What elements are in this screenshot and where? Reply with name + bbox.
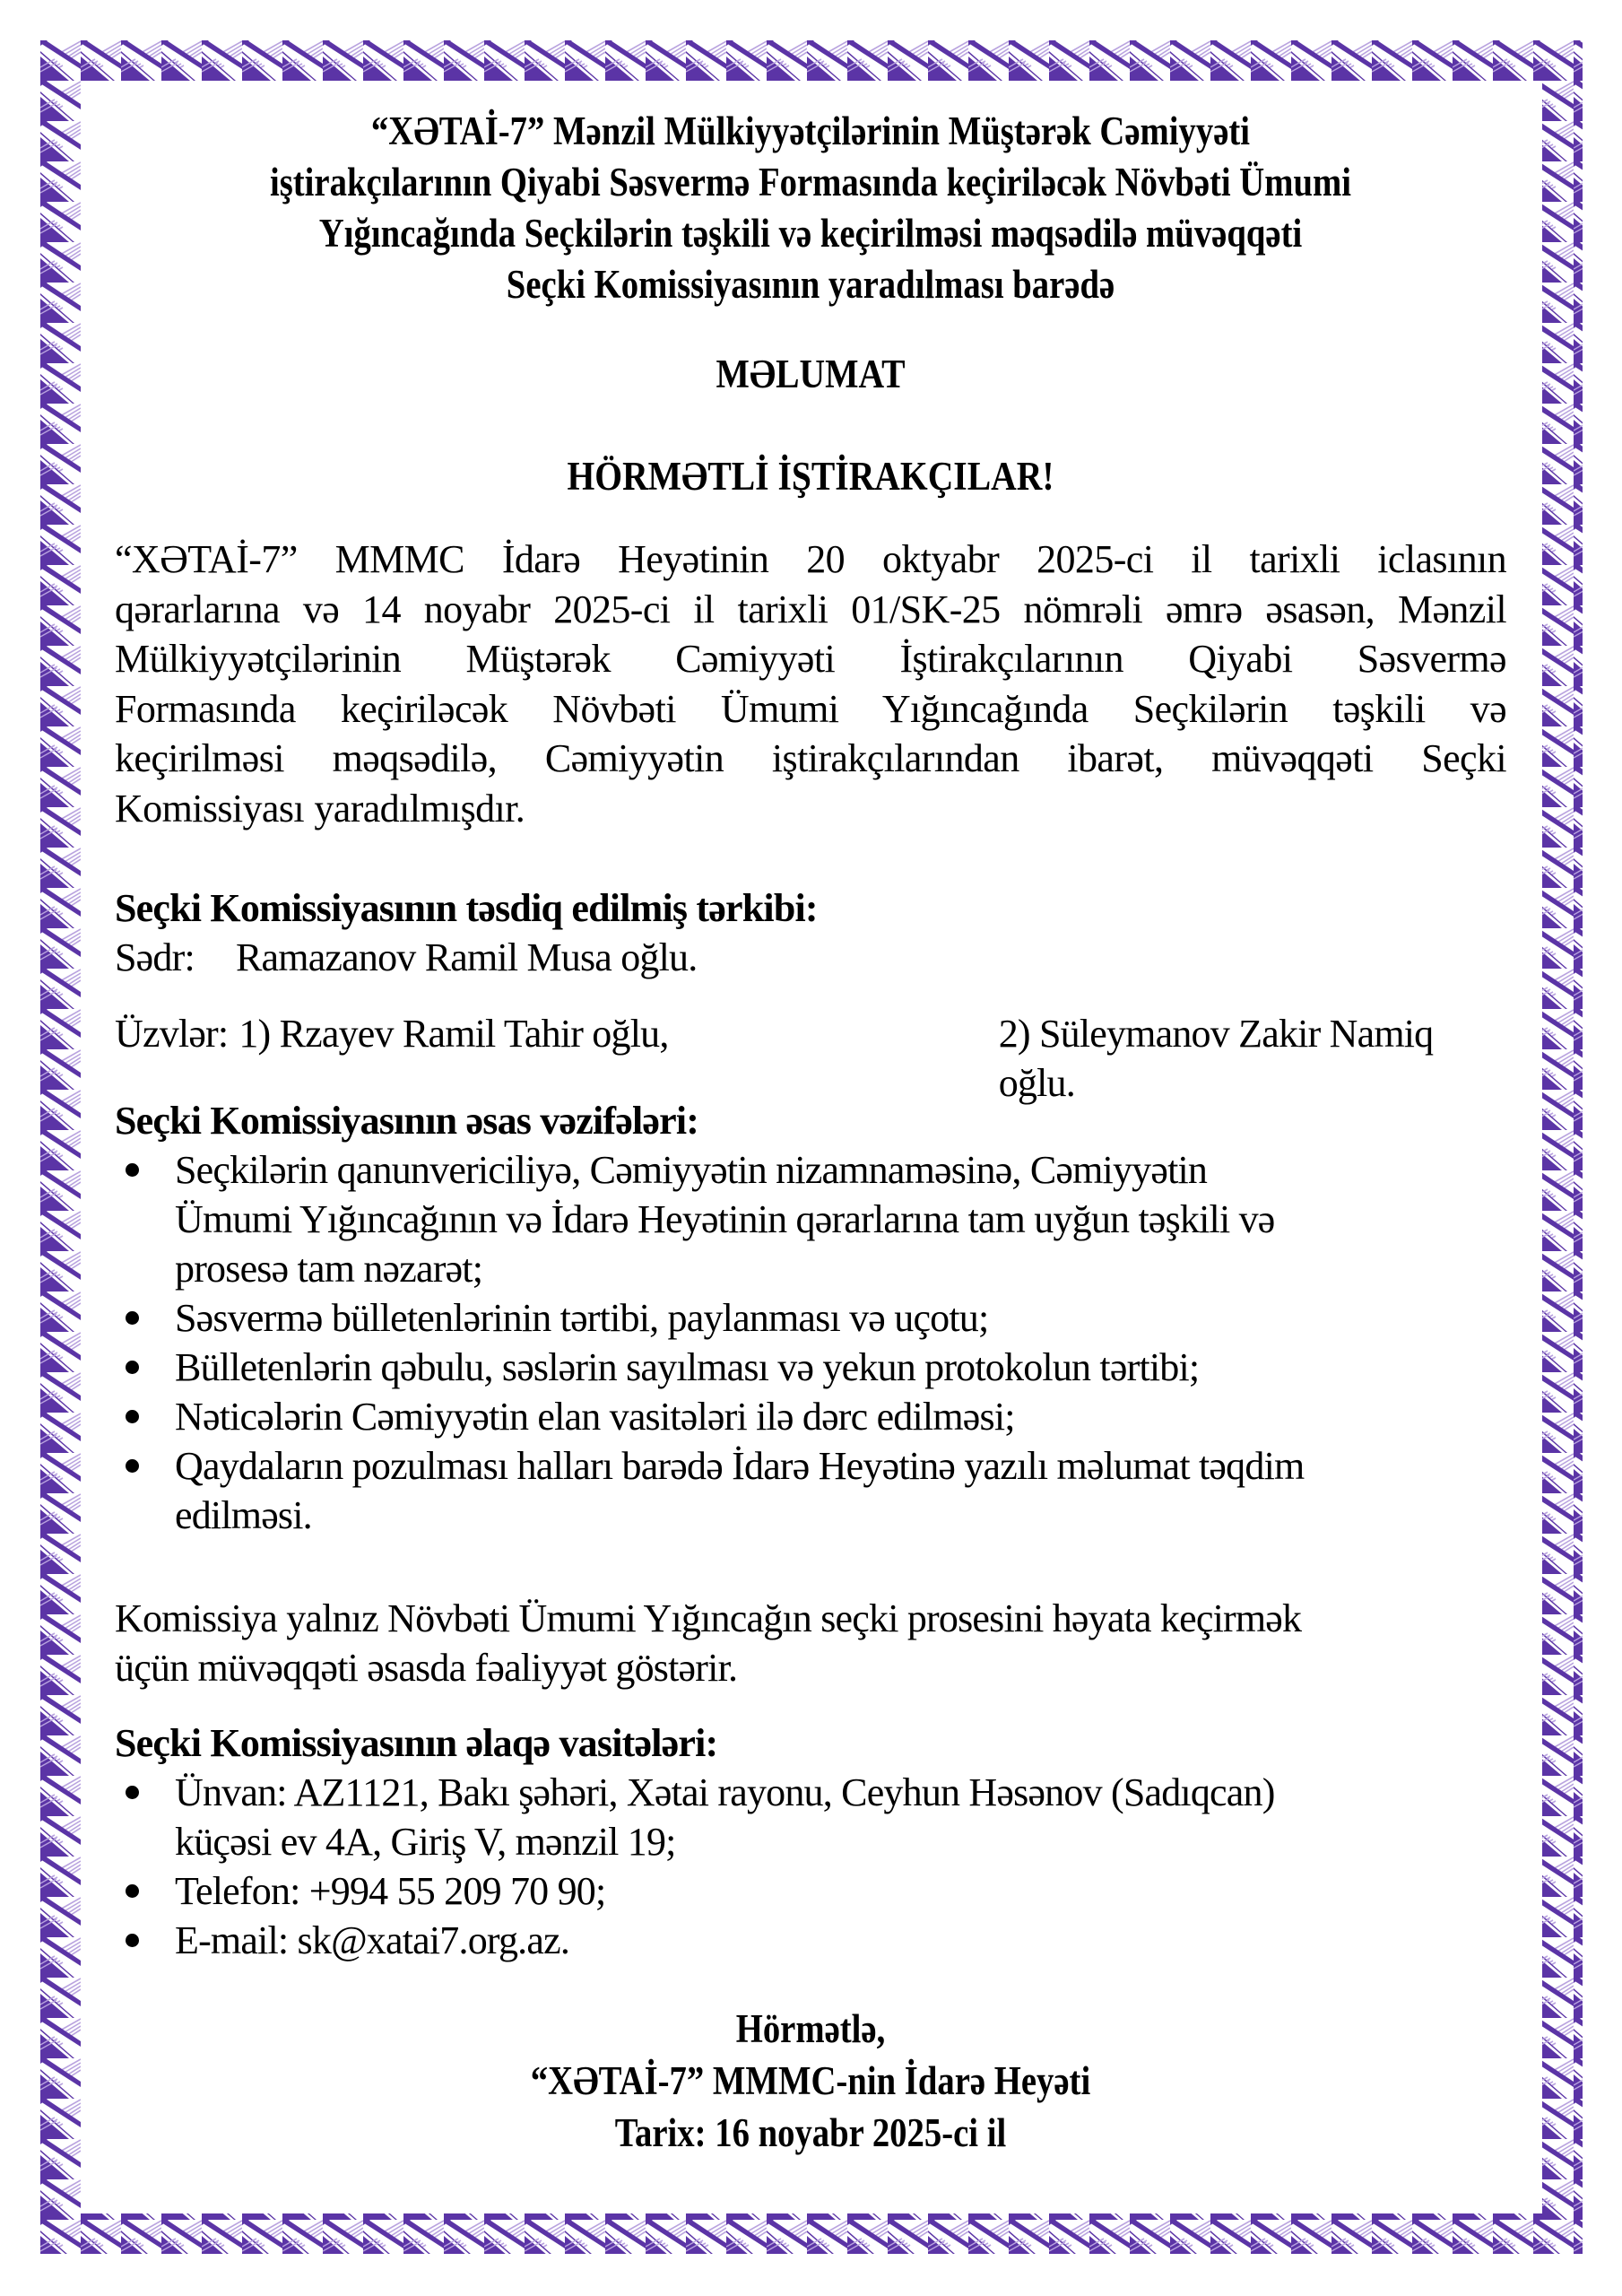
bullet-icon [126,1934,139,1947]
closing-line: Komissiya yalnız Növbəti Ümumi Yığıncağın seçki prosesini həyata keçirmək [115,1596,1302,1640]
duty-item [115,1392,1506,1441]
contacts-list [115,1768,1506,1965]
title-line: Seçki Komissiyasının yaradılması barədə [506,262,1115,307]
intro-line: “XƏTAİ-7” MMMC İdarə Heyətinin 20 oktyabr 2025-ci il tarixli iclasının [115,537,1506,581]
document-title [213,106,1409,310]
chair-row [115,933,1506,982]
chair-label: Sədr: [115,935,195,979]
commission-contacts [115,1719,1506,1965]
duty-line: edilməsi. [175,1493,312,1537]
contacts-heading: Seçki Komissiyasının əlaqə vasitələri: [115,1721,718,1765]
intro-line: Komissiyası yaradılmışdır. [115,786,525,831]
duty-line: Qaydaların pozulması halları barədə İdarə Heyətinə yazılı məlumat təqdim [175,1444,1305,1488]
closing-paragraph [115,1594,1506,1692]
duty-line: Nəticələrin Cəmiyyətin elan vasitələri ilə dərc edilməsi; [175,1395,1015,1439]
contact-phone [115,1866,1506,1916]
duty-item [115,1145,1506,1293]
email-text[interactable]: E-mail: sk@xatai7.org.az. [175,1918,570,1962]
member-item: 2) Süleymanov Zakir Namiq oğlu. [998,1012,1434,1105]
duty-item [115,1293,1506,1343]
intro-line: keçirilməsi məqsədilə, Cəmiyyətin iştirakçılarından ibarət, müvəqqəti Seçki [115,736,1506,780]
subtitle-malumat: MƏLUMAT [716,352,906,396]
chair-name: Ramazanov Ramil Musa oğlu. [236,935,698,979]
signature-regards: Hörmətlə, [735,2006,886,2051]
signature-block [213,2003,1409,2159]
title-line: “XƏTAİ-7” Mənzil Mülkiyyətçilərinin Müştərək Cəmiyyəti [370,109,1251,153]
bullet-icon [126,1786,139,1799]
duties-heading: Seçki Komissiyasının əsas vəzifələri: [115,1099,699,1143]
duty-line: Səsvermə bülletenlərinin tərtibi, paylanması və uçotu; [175,1296,989,1340]
title-line: Yığıncağında Seçkilərin təşkili və keçirilməsi məqsədilə müvəqqəti [318,211,1303,256]
duties-list [115,1145,1506,1540]
commission-composition [115,884,1506,1108]
composition-heading: Seçki Komissiyasının təsdiq edilmiş tərkibi: [115,886,818,930]
duty-line: Seçkilərin qanunvericiliyə, Cəmiyyətin nizamnaməsinə, Cəmiyyətin [175,1148,1208,1192]
signature-date: Tarix: 16 noyabr 2025-ci il [614,2110,1007,2155]
bullet-icon [126,1311,139,1325]
address-line: küçəsi ev 4A, Giriş V, mənzil 19; [175,1820,676,1864]
member-item: 1) Rzayev Ramil Tahir oğlu, [239,1012,669,1056]
bullet-icon [126,1459,139,1473]
phone-text[interactable]: Telefon: +994 55 209 70 90; [175,1869,606,1913]
members-row [115,1009,1506,1108]
bullet-icon [126,1361,139,1374]
duty-item [115,1441,1506,1540]
intro-line: Mülkiyyətçilərinin Müştərək Cəmiyyəti İştirakçılarının Qiyabi Səsvermə [115,637,1506,681]
duty-line: Bülletenlərin qəbulu, səslərin sayılması və yekun protokolun tərtibi; [175,1345,1200,1389]
duty-line: Ümumi Yığıncağının və İdarə Heyətinin qərarlarına tam uyğun təşkili və [175,1197,1275,1241]
bullet-icon [126,1163,139,1177]
intro-paragraph [115,535,1506,833]
address-line: Ünvan: AZ1121, Bakı şəhəri, Xətai rayonu, Ceyhun Həsənov (Sadıqcan) [175,1770,1275,1814]
contact-address [115,1768,1506,1866]
duty-line: prosesə tam nəzarət; [175,1247,483,1291]
bullet-icon [126,1884,139,1898]
members-label: Üzvlər: [115,1012,229,1056]
commission-duties [115,1097,1506,1540]
contact-email [115,1916,1506,1965]
signature-organization: “XƏTAİ-7” MMMC-nin İdarə Heyəti [530,2058,1091,2103]
intro-line: Formasında keçiriləcək Növbəti Ümumi Yığıncağında Seçkilərin təşkili və [115,686,1506,731]
title-line: iştirakçılarının Qiyabi Səsvermə Formasında keçiriləcək Növbəti Ümumi [269,160,1352,204]
intro-line: qərarlarına və 14 noyabr 2025-ci il tarixli 01/SK-25 nömrəli əmrə əsasən, Mənzil [115,587,1506,631]
notice-page [115,106,1506,2155]
duty-item [115,1343,1506,1392]
bullet-icon [126,1410,139,1423]
closing-line: üçün müvəqqəti əsasda fəaliyyət göstərir. [115,1646,738,1690]
greeting-heading: HÖRMƏTLİ İŞTİRAKÇILAR! [567,454,1054,499]
